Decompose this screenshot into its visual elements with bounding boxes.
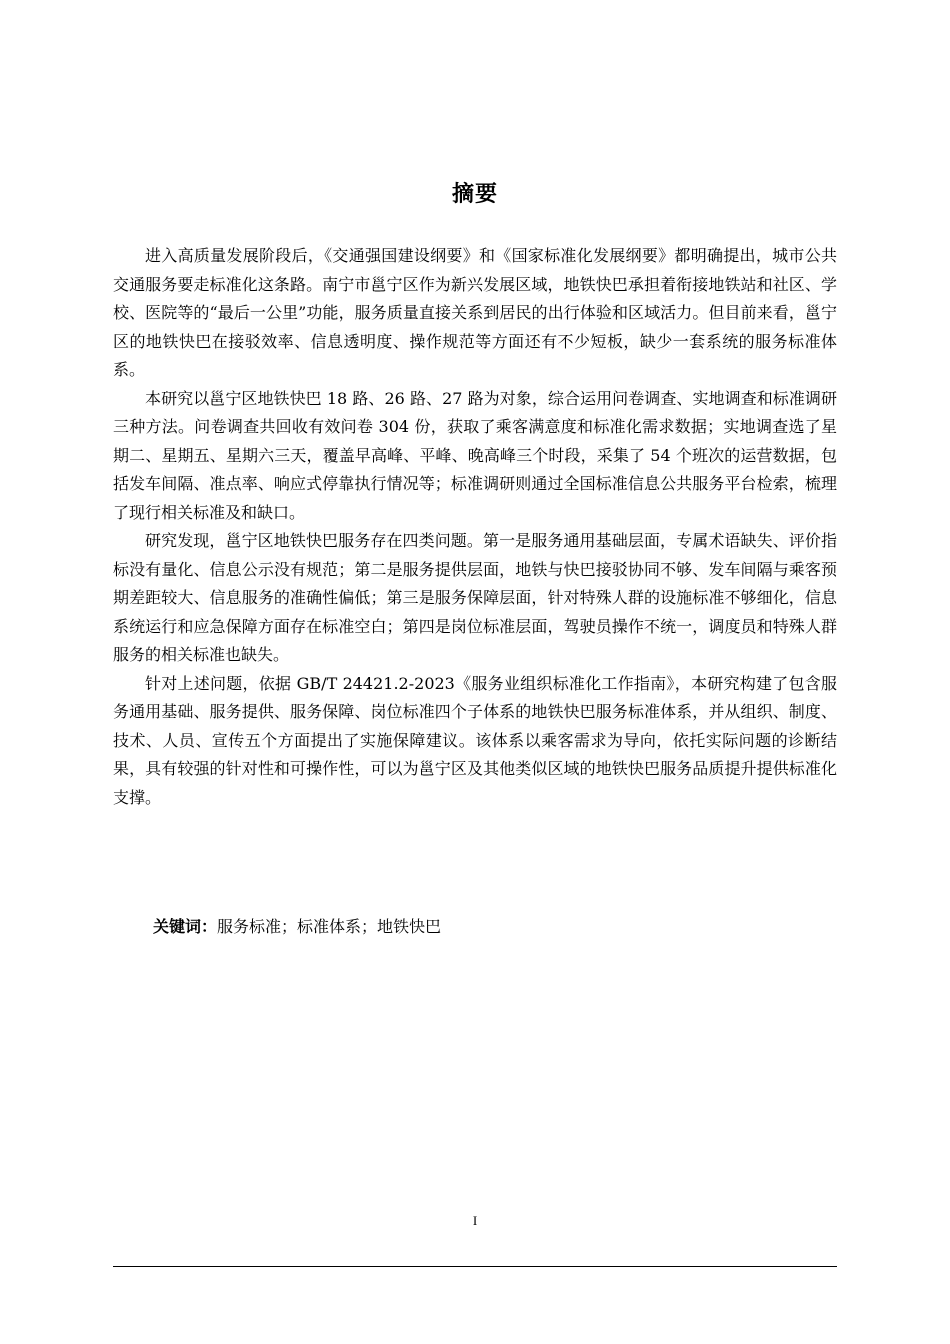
- abstract-paragraph-4: 针对上述问题，依据 GB/T 24421.2-2023《服务业组织标准化工作指南》，本研究构建了包含服务通用基础、服务提供、服务保障、岗位标准四个子体系的地铁快巴服务标准体系，并从组织、制度、技术、人员、宣传五个方面提出了实施保障建议。该体系以乘客需求为导向，依托实际问题的诊断结果，具有较强的针对性和可操作性，可以为邕宁区及其他类似区域的地铁快巴服务品质提升提供标准化支撑。: [113, 673, 837, 807]
- abstract-body: [113, 242, 837, 812]
- page-title: 摘要: [451, 181, 498, 207]
- page-number: I: [472, 1213, 478, 1228]
- keywords-text: 服务标准；标准体系；地铁快巴: [217, 917, 442, 936]
- abstract-paragraph-2: 本研究以邕宁区地铁快巴 18 路、26 路、27 路为对象，综合运用问卷调查、实地调查和标准调研三种方法。问卷调查共回收有效问卷 304 份，获取了乘客满意度和标准化需求数据；实地调查选了星期二、星期五、星期六三天，覆盖早高峰、平峰、晚高峰三个时段，采集了 54 个班次的运营数据，包括发车间隔、准点率、响应式停靠执行情况等；标准调研则通过全国标准信息公共服务平台检索，梳理了现行相关标准及和缺口。: [113, 388, 837, 522]
- keywords-label: 关键词：: [153, 917, 218, 936]
- abstract-paragraph-3: 研究发现，邕宁区地铁快巴服务存在四类问题。第一是服务通用基础层面，专属术语缺失、评价指标没有量化、信息公示没有规范；第二是服务提供层面，地铁与快巴接驳协同不够、发车间隔与乘客预期差距较大、信息服务的准确性偏低；第三是服务保障层面，针对特殊人群的设施标准不够细化，信息系统运行和应急保障方面存在标准空白；第四是岗位标准层面，驾驶员操作不统一，调度员和特殊人群服务的相关标准也缺失。: [113, 531, 837, 664]
- keywords-line: [153, 913, 837, 941]
- abstract-paragraph-1: 进入高质量发展阶段后，《交通强国建设纲要》和《国家标准化发展纲要》都明确提出，城市公共交通服务要走标准化这条路。南宁市邕宁区作为新兴发展区域，地铁快巴承担着衔接地铁站和社区、学校、医院等的“最后一公里”功能，服务质量直接关系到居民的出行体验和区域活力。但目前来看，邕宁区的地铁快巴在接驳效率、信息透明度、操作规范等方面还有不少短板，缺少一套系统的服务标准体系。: [113, 246, 837, 379]
- footer-rule: [113, 1266, 837, 1267]
